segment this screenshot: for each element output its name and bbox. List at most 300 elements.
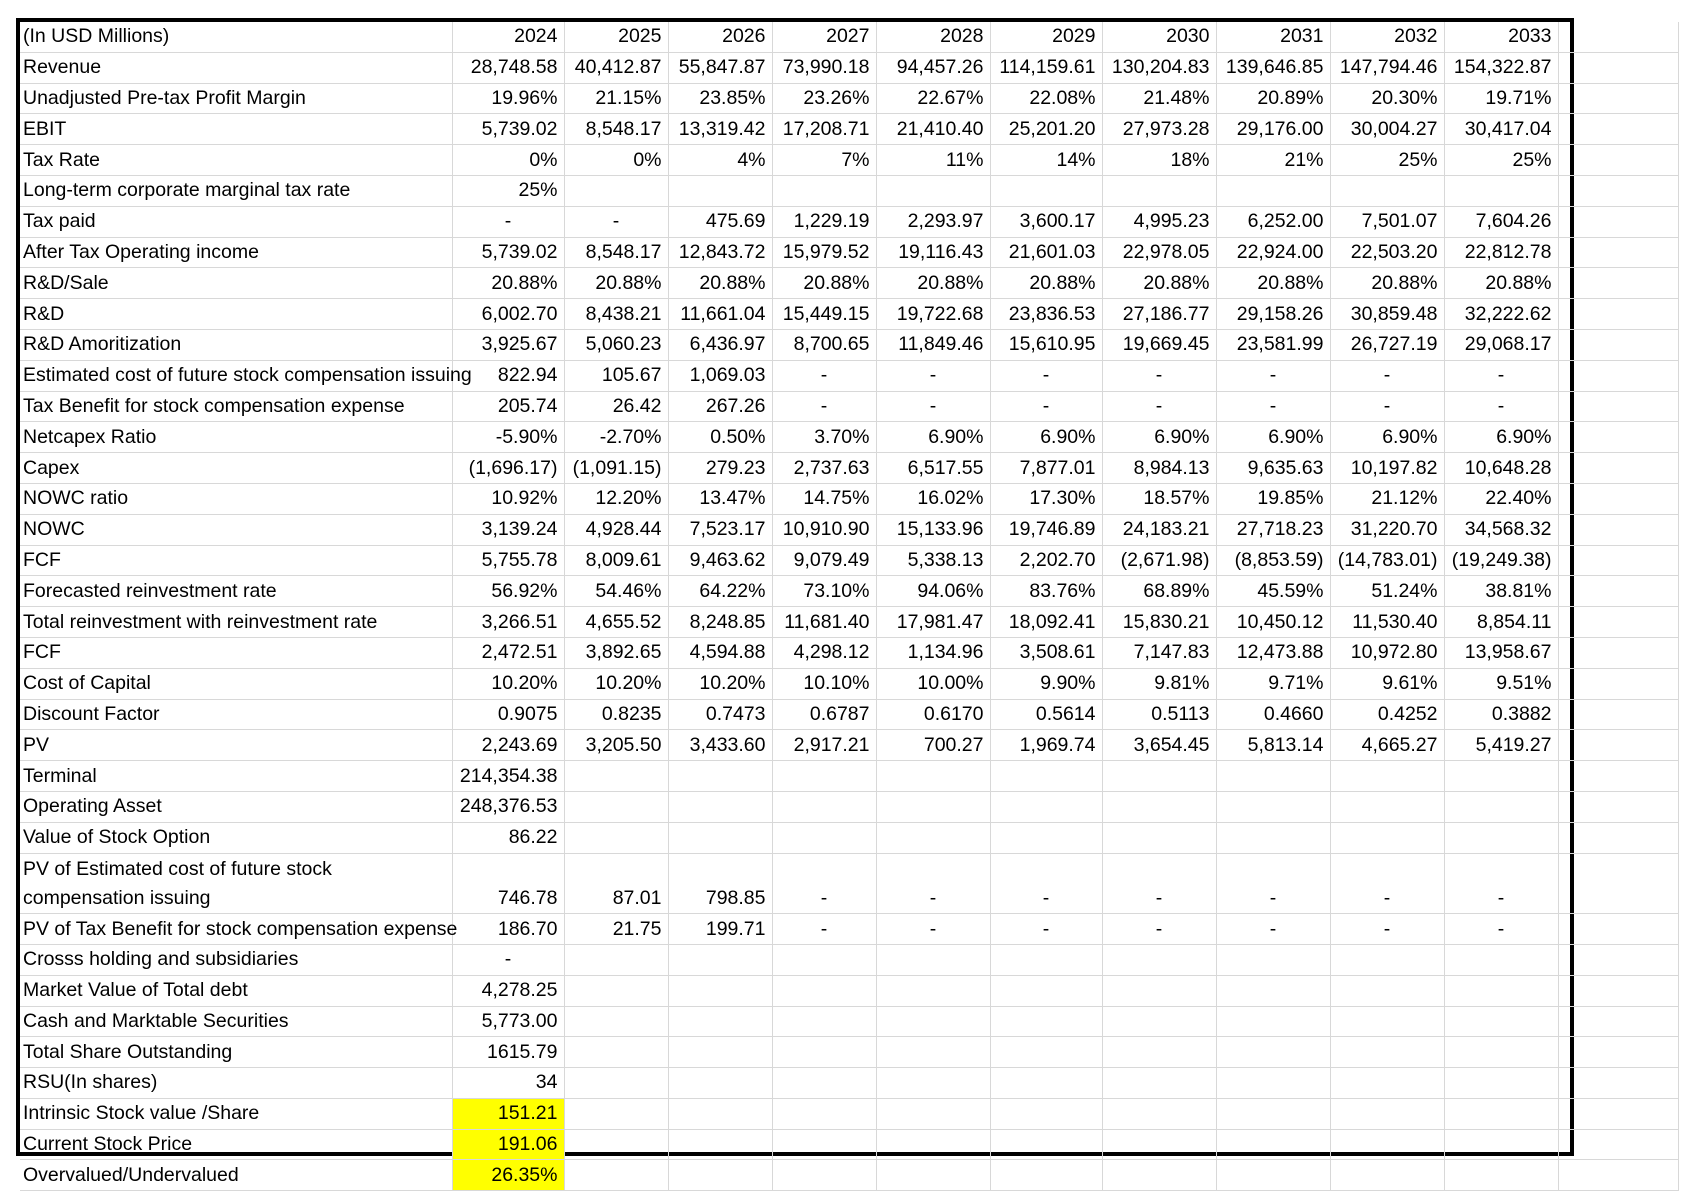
value-cell[interactable]: -	[1102, 391, 1216, 422]
value-cell[interactable]	[990, 1160, 1102, 1191]
value-cell[interactable]: -	[772, 360, 876, 391]
empty-cell[interactable]	[1558, 1129, 1678, 1160]
value-cell[interactable]	[1216, 175, 1330, 206]
value-cell[interactable]	[876, 1006, 990, 1037]
value-cell[interactable]: 798.85	[668, 853, 772, 914]
value-cell[interactable]: 822.94	[452, 360, 564, 391]
value-cell[interactable]: 1,134.96	[876, 637, 990, 668]
value-cell[interactable]: 27,973.28	[1102, 114, 1216, 145]
value-cell[interactable]	[876, 944, 990, 975]
value-cell[interactable]: 34,568.32	[1444, 514, 1558, 545]
value-cell[interactable]: 9.51%	[1444, 668, 1558, 699]
value-cell[interactable]: 10.20%	[668, 668, 772, 699]
value-cell[interactable]: 30,859.48	[1330, 299, 1444, 330]
row-label-cell[interactable]: NOWC	[20, 514, 452, 545]
value-cell[interactable]: 5,739.02	[452, 237, 564, 268]
year-header-cell[interactable]: 2027	[772, 22, 876, 52]
value-cell[interactable]	[1102, 1129, 1216, 1160]
empty-cell[interactable]	[1558, 1037, 1678, 1068]
row-label-cell[interactable]: Value of Stock Option	[20, 822, 452, 853]
empty-cell[interactable]	[1558, 975, 1678, 1006]
value-cell[interactable]	[1216, 1129, 1330, 1160]
value-cell[interactable]: -	[452, 944, 564, 975]
value-cell[interactable]: 205.74	[452, 391, 564, 422]
value-cell[interactable]: (2,671.98)	[1102, 545, 1216, 576]
value-cell[interactable]: 0.4660	[1216, 699, 1330, 730]
value-cell[interactable]: 19,116.43	[876, 237, 990, 268]
value-cell[interactable]: 20.88%	[1444, 268, 1558, 299]
value-cell[interactable]: 19,669.45	[1102, 329, 1216, 360]
value-cell[interactable]: 6,436.97	[668, 329, 772, 360]
value-cell[interactable]: 13,958.67	[1444, 637, 1558, 668]
value-cell[interactable]: 15,449.15	[772, 299, 876, 330]
empty-cell[interactable]	[1558, 944, 1678, 975]
row-label-cell[interactable]: PV of Tax Benefit for stock compensation expense	[20, 914, 452, 945]
row-label-cell[interactable]: Cash and Marktable Securities	[20, 1006, 452, 1037]
value-cell[interactable]: 9,635.63	[1216, 453, 1330, 484]
row-label-cell[interactable]: Capex	[20, 453, 452, 484]
value-cell[interactable]: 38.81%	[1444, 576, 1558, 607]
value-cell[interactable]: -	[990, 391, 1102, 422]
value-cell[interactable]: 86.22	[452, 822, 564, 853]
empty-cell[interactable]	[1558, 22, 1678, 52]
value-cell[interactable]: 25%	[1444, 145, 1558, 176]
empty-cell[interactable]	[1558, 699, 1678, 730]
row-label-cell[interactable]: Cost of Capital	[20, 668, 452, 699]
value-cell[interactable]: 8,700.65	[772, 329, 876, 360]
empty-cell[interactable]	[1558, 299, 1678, 330]
value-cell[interactable]	[564, 1160, 668, 1191]
value-cell[interactable]	[1444, 1006, 1558, 1037]
value-cell[interactable]	[1444, 791, 1558, 822]
value-cell[interactable]	[1102, 175, 1216, 206]
value-cell[interactable]: 0.6170	[876, 699, 990, 730]
row-label-cell[interactable]: Crosss holding and subsidiaries	[20, 944, 452, 975]
value-cell[interactable]: 25%	[452, 175, 564, 206]
value-cell[interactable]	[1216, 1160, 1330, 1191]
value-cell[interactable]	[876, 1037, 990, 1068]
value-cell[interactable]: 130,204.83	[1102, 52, 1216, 83]
row-label-cell[interactable]: Market Value of Total debt	[20, 975, 452, 1006]
value-cell[interactable]	[1216, 822, 1330, 853]
value-cell[interactable]: 22,978.05	[1102, 237, 1216, 268]
value-cell[interactable]	[876, 1068, 990, 1099]
value-cell[interactable]	[1102, 1068, 1216, 1099]
row-label-cell[interactable]: Unadjusted Pre-tax Profit Margin	[20, 83, 452, 114]
value-cell[interactable]: (19,249.38)	[1444, 545, 1558, 576]
value-cell[interactable]	[876, 761, 990, 792]
value-cell[interactable]	[1330, 944, 1444, 975]
value-cell[interactable]: 87.01	[564, 853, 668, 914]
value-cell[interactable]: -	[772, 391, 876, 422]
value-cell[interactable]	[668, 1160, 772, 1191]
value-cell[interactable]	[1444, 1129, 1558, 1160]
value-cell[interactable]: 19.71%	[1444, 83, 1558, 114]
value-cell[interactable]: 22.40%	[1444, 483, 1558, 514]
empty-cell[interactable]	[1558, 483, 1678, 514]
value-cell[interactable]: 29,158.26	[1216, 299, 1330, 330]
row-label-cell[interactable]: Terminal	[20, 761, 452, 792]
value-cell[interactable]: 7,147.83	[1102, 637, 1216, 668]
value-cell[interactable]	[876, 1129, 990, 1160]
empty-cell[interactable]	[1558, 668, 1678, 699]
value-cell[interactable]: 5,813.14	[1216, 730, 1330, 761]
row-label-cell[interactable]: Intrinsic Stock value /Share	[20, 1098, 452, 1129]
value-cell[interactable]: 8,548.17	[564, 237, 668, 268]
value-cell[interactable]: -	[1444, 914, 1558, 945]
value-cell[interactable]	[1216, 1037, 1330, 1068]
value-cell[interactable]: 23.85%	[668, 83, 772, 114]
row-label-cell[interactable]: Tax Benefit for stock compensation expense	[20, 391, 452, 422]
value-cell[interactable]: 191.06	[452, 1129, 564, 1160]
value-cell[interactable]: 0.3882	[1444, 699, 1558, 730]
value-cell[interactable]: 34	[452, 1068, 564, 1099]
year-header-cell[interactable]: 2024	[452, 22, 564, 52]
value-cell[interactable]	[772, 1098, 876, 1129]
value-cell[interactable]: -	[1330, 914, 1444, 945]
row-label-cell[interactable]: Estimated cost of future stock compensation issuing	[20, 360, 452, 391]
value-cell[interactable]: 11,661.04	[668, 299, 772, 330]
value-cell[interactable]: 4,298.12	[772, 637, 876, 668]
value-cell[interactable]: -	[990, 853, 1102, 914]
value-cell[interactable]: 23,581.99	[1216, 329, 1330, 360]
value-cell[interactable]: 5,338.13	[876, 545, 990, 576]
value-cell[interactable]: -	[1102, 914, 1216, 945]
value-cell[interactable]: 22,503.20	[1330, 237, 1444, 268]
value-cell[interactable]: 267.26	[668, 391, 772, 422]
value-cell[interactable]: 0%	[452, 145, 564, 176]
value-cell[interactable]	[1102, 761, 1216, 792]
value-cell[interactable]: -	[990, 360, 1102, 391]
value-cell[interactable]: 40,412.87	[564, 52, 668, 83]
value-cell[interactable]: 6.90%	[1216, 422, 1330, 453]
value-cell[interactable]: 14%	[990, 145, 1102, 176]
value-cell[interactable]: -	[876, 853, 990, 914]
value-cell[interactable]: 0.4252	[1330, 699, 1444, 730]
value-cell[interactable]: 27,186.77	[1102, 299, 1216, 330]
value-cell[interactable]: 54.46%	[564, 576, 668, 607]
value-cell[interactable]	[564, 761, 668, 792]
value-cell[interactable]: 20.88%	[1102, 268, 1216, 299]
value-cell[interactable]	[876, 822, 990, 853]
value-cell[interactable]: 4,928.44	[564, 514, 668, 545]
empty-cell[interactable]	[1558, 206, 1678, 237]
value-cell[interactable]: 73.10%	[772, 576, 876, 607]
value-cell[interactable]: 248,376.53	[452, 791, 564, 822]
value-cell[interactable]: 6.90%	[876, 422, 990, 453]
empty-cell[interactable]	[1558, 329, 1678, 360]
empty-cell[interactable]	[1558, 422, 1678, 453]
units-label-cell[interactable]: (In USD Millions)	[20, 22, 452, 52]
value-cell[interactable]: 9.61%	[1330, 668, 1444, 699]
value-cell[interactable]: 17,981.47	[876, 607, 990, 638]
value-cell[interactable]: 4,594.88	[668, 637, 772, 668]
row-label-cell[interactable]: Tax paid	[20, 206, 452, 237]
value-cell[interactable]: 0.6787	[772, 699, 876, 730]
value-cell[interactable]	[1102, 1037, 1216, 1068]
value-cell[interactable]: 10.00%	[876, 668, 990, 699]
value-cell[interactable]	[564, 944, 668, 975]
value-cell[interactable]: 11,849.46	[876, 329, 990, 360]
value-cell[interactable]	[772, 761, 876, 792]
value-cell[interactable]: 10,450.12	[1216, 607, 1330, 638]
value-cell[interactable]	[1444, 1160, 1558, 1191]
value-cell[interactable]: -	[1444, 853, 1558, 914]
value-cell[interactable]	[772, 1006, 876, 1037]
value-cell[interactable]: 0.8235	[564, 699, 668, 730]
value-cell[interactable]: 56.92%	[452, 576, 564, 607]
value-cell[interactable]	[668, 791, 772, 822]
value-cell[interactable]: 10,648.28	[1444, 453, 1558, 484]
value-cell[interactable]: -	[876, 360, 990, 391]
year-header-cell[interactable]: 2026	[668, 22, 772, 52]
year-header-cell[interactable]: 2029	[990, 22, 1102, 52]
value-cell[interactable]: 9.81%	[1102, 668, 1216, 699]
value-cell[interactable]: 700.27	[876, 730, 990, 761]
value-cell[interactable]: 25,201.20	[990, 114, 1102, 145]
value-cell[interactable]: 19,746.89	[990, 514, 1102, 545]
value-cell[interactable]: 23,836.53	[990, 299, 1102, 330]
row-label-cell[interactable]: Operating Asset	[20, 791, 452, 822]
value-cell[interactable]	[876, 1098, 990, 1129]
value-cell[interactable]	[1216, 761, 1330, 792]
value-cell[interactable]: 51.24%	[1330, 576, 1444, 607]
year-header-cell[interactable]: 2033	[1444, 22, 1558, 52]
value-cell[interactable]	[1330, 1160, 1444, 1191]
value-cell[interactable]	[1444, 1098, 1558, 1129]
empty-cell[interactable]	[1558, 83, 1678, 114]
value-cell[interactable]: 83.76%	[990, 576, 1102, 607]
value-cell[interactable]: -	[1216, 391, 1330, 422]
value-cell[interactable]: 9,079.49	[772, 545, 876, 576]
value-cell[interactable]: 8,984.13	[1102, 453, 1216, 484]
value-cell[interactable]: 21.12%	[1330, 483, 1444, 514]
empty-cell[interactable]	[1558, 791, 1678, 822]
empty-cell[interactable]	[1558, 360, 1678, 391]
value-cell[interactable]: 10,972.80	[1330, 637, 1444, 668]
value-cell[interactable]: 20.88%	[1216, 268, 1330, 299]
value-cell[interactable]: 8,438.21	[564, 299, 668, 330]
value-cell[interactable]: 2,917.21	[772, 730, 876, 761]
empty-cell[interactable]	[1558, 914, 1678, 945]
value-cell[interactable]	[990, 1037, 1102, 1068]
value-cell[interactable]	[564, 791, 668, 822]
value-cell[interactable]: 10.20%	[452, 668, 564, 699]
value-cell[interactable]: 0.5614	[990, 699, 1102, 730]
value-cell[interactable]	[990, 822, 1102, 853]
value-cell[interactable]	[1444, 761, 1558, 792]
value-cell[interactable]	[564, 175, 668, 206]
value-cell[interactable]: 5,755.78	[452, 545, 564, 576]
value-cell[interactable]	[1444, 1037, 1558, 1068]
value-cell[interactable]: 29,176.00	[1216, 114, 1330, 145]
value-cell[interactable]	[1216, 975, 1330, 1006]
value-cell[interactable]: 4,278.25	[452, 975, 564, 1006]
empty-cell[interactable]	[1558, 1160, 1678, 1191]
year-header-cell[interactable]: 2030	[1102, 22, 1216, 52]
value-cell[interactable]: 4,995.23	[1102, 206, 1216, 237]
value-cell[interactable]: -	[1216, 914, 1330, 945]
value-cell[interactable]	[1216, 1068, 1330, 1099]
value-cell[interactable]: (1,091.15)	[564, 453, 668, 484]
value-cell[interactable]	[1444, 175, 1558, 206]
value-cell[interactable]	[668, 1068, 772, 1099]
value-cell[interactable]	[1444, 975, 1558, 1006]
value-cell[interactable]: 23.26%	[772, 83, 876, 114]
value-cell[interactable]: -	[876, 391, 990, 422]
value-cell[interactable]	[1216, 1098, 1330, 1129]
value-cell[interactable]: 6,002.70	[452, 299, 564, 330]
value-cell[interactable]: 94,457.26	[876, 52, 990, 83]
empty-cell[interactable]	[1558, 114, 1678, 145]
empty-cell[interactable]	[1558, 268, 1678, 299]
value-cell[interactable]	[990, 1006, 1102, 1037]
year-header-cell[interactable]: 2031	[1216, 22, 1330, 52]
value-cell[interactable]: 214,354.38	[452, 761, 564, 792]
value-cell[interactable]	[990, 944, 1102, 975]
value-cell[interactable]: 9.71%	[1216, 668, 1330, 699]
value-cell[interactable]: 17,208.71	[772, 114, 876, 145]
value-cell[interactable]: 3,266.51	[452, 607, 564, 638]
value-cell[interactable]: 1,069.03	[668, 360, 772, 391]
row-label-cell[interactable]: Long-term corporate marginal tax rate	[20, 175, 452, 206]
value-cell[interactable]: 5,419.27	[1444, 730, 1558, 761]
value-cell[interactable]: -	[876, 914, 990, 945]
value-cell[interactable]	[564, 822, 668, 853]
value-cell[interactable]: 20.88%	[564, 268, 668, 299]
value-cell[interactable]: 5,773.00	[452, 1006, 564, 1037]
value-cell[interactable]: 2,243.69	[452, 730, 564, 761]
empty-cell[interactable]	[1558, 453, 1678, 484]
value-cell[interactable]: 2,472.51	[452, 637, 564, 668]
value-cell[interactable]: 22.08%	[990, 83, 1102, 114]
value-cell[interactable]: 6,252.00	[1216, 206, 1330, 237]
value-cell[interactable]: 94.06%	[876, 576, 990, 607]
value-cell[interactable]	[1102, 975, 1216, 1006]
value-cell[interactable]	[1330, 1006, 1444, 1037]
empty-cell[interactable]	[1558, 730, 1678, 761]
value-cell[interactable]: 25%	[1330, 145, 1444, 176]
value-cell[interactable]: 2,293.97	[876, 206, 990, 237]
value-cell[interactable]: 22,812.78	[1444, 237, 1558, 268]
empty-cell[interactable]	[1558, 391, 1678, 422]
value-cell[interactable]	[564, 1037, 668, 1068]
value-cell[interactable]: 3.70%	[772, 422, 876, 453]
value-cell[interactable]: 8,854.11	[1444, 607, 1558, 638]
value-cell[interactable]: 12,843.72	[668, 237, 772, 268]
value-cell[interactable]: 746.78	[452, 853, 564, 914]
value-cell[interactable]: (1,696.17)	[452, 453, 564, 484]
value-cell[interactable]: 12,473.88	[1216, 637, 1330, 668]
value-cell[interactable]	[772, 1037, 876, 1068]
value-cell[interactable]	[1330, 791, 1444, 822]
empty-cell[interactable]	[1558, 145, 1678, 176]
value-cell[interactable]: 5,060.23	[564, 329, 668, 360]
empty-cell[interactable]	[1558, 52, 1678, 83]
value-cell[interactable]: 19.85%	[1216, 483, 1330, 514]
value-cell[interactable]: -	[772, 853, 876, 914]
value-cell[interactable]: 154,322.87	[1444, 52, 1558, 83]
value-cell[interactable]: 26.35%	[452, 1160, 564, 1191]
value-cell[interactable]: (8,853.59)	[1216, 545, 1330, 576]
value-cell[interactable]	[1102, 1006, 1216, 1037]
value-cell[interactable]: 15,830.21	[1102, 607, 1216, 638]
value-cell[interactable]	[876, 175, 990, 206]
value-cell[interactable]: 30,004.27	[1330, 114, 1444, 145]
value-cell[interactable]: 22,924.00	[1216, 237, 1330, 268]
empty-cell[interactable]	[1558, 1098, 1678, 1129]
value-cell[interactable]: 2,202.70	[990, 545, 1102, 576]
value-cell[interactable]: 21.48%	[1102, 83, 1216, 114]
value-cell[interactable]: 20.88%	[452, 268, 564, 299]
value-cell[interactable]	[1216, 1006, 1330, 1037]
value-cell[interactable]: -5.90%	[452, 422, 564, 453]
value-cell[interactable]: 32,222.62	[1444, 299, 1558, 330]
value-cell[interactable]: 1,229.19	[772, 206, 876, 237]
value-cell[interactable]: 3,139.24	[452, 514, 564, 545]
value-cell[interactable]: 475.69	[668, 206, 772, 237]
empty-cell[interactable]	[1558, 576, 1678, 607]
value-cell[interactable]: 18%	[1102, 145, 1216, 176]
value-cell[interactable]: 13.47%	[668, 483, 772, 514]
row-label-cell[interactable]: FCF	[20, 637, 452, 668]
value-cell[interactable]	[876, 791, 990, 822]
value-cell[interactable]	[668, 1037, 772, 1068]
value-cell[interactable]: 20.88%	[1330, 268, 1444, 299]
empty-cell[interactable]	[1558, 1006, 1678, 1037]
value-cell[interactable]: 8,009.61	[564, 545, 668, 576]
value-cell[interactable]: 20.30%	[1330, 83, 1444, 114]
value-cell[interactable]: 12.20%	[564, 483, 668, 514]
value-cell[interactable]	[1102, 822, 1216, 853]
value-cell[interactable]: 19.96%	[452, 83, 564, 114]
value-cell[interactable]: 20.88%	[876, 268, 990, 299]
value-cell[interactable]	[1216, 944, 1330, 975]
row-label-cell[interactable]: Discount Factor	[20, 699, 452, 730]
row-label-cell[interactable]: FCF	[20, 545, 452, 576]
value-cell[interactable]: 26.42	[564, 391, 668, 422]
value-cell[interactable]: 18,092.41	[990, 607, 1102, 638]
row-label-cell[interactable]: NOWC ratio	[20, 483, 452, 514]
value-cell[interactable]: -	[1330, 391, 1444, 422]
value-cell[interactable]: 279.23	[668, 453, 772, 484]
value-cell[interactable]	[990, 1129, 1102, 1160]
value-cell[interactable]: 10.20%	[564, 668, 668, 699]
value-cell[interactable]: 55,847.87	[668, 52, 772, 83]
value-cell[interactable]: 3,508.61	[990, 637, 1102, 668]
year-header-cell[interactable]: 2032	[1330, 22, 1444, 52]
value-cell[interactable]	[1330, 1098, 1444, 1129]
value-cell[interactable]: 7,877.01	[990, 453, 1102, 484]
value-cell[interactable]: 3,433.60	[668, 730, 772, 761]
value-cell[interactable]: -	[564, 206, 668, 237]
value-cell[interactable]	[668, 175, 772, 206]
value-cell[interactable]	[1330, 1129, 1444, 1160]
row-label-cell[interactable]: R&D Amoritization	[20, 329, 452, 360]
value-cell[interactable]	[564, 1129, 668, 1160]
empty-cell[interactable]	[1558, 607, 1678, 638]
value-cell[interactable]: 11%	[876, 145, 990, 176]
empty-cell[interactable]	[1558, 1068, 1678, 1099]
value-cell[interactable]: 6,517.55	[876, 453, 990, 484]
value-cell[interactable]: 5,739.02	[452, 114, 564, 145]
value-cell[interactable]: 22.67%	[876, 83, 990, 114]
value-cell[interactable]: 68.89%	[1102, 576, 1216, 607]
value-cell[interactable]: 114,159.61	[990, 52, 1102, 83]
empty-cell[interactable]	[1558, 853, 1678, 914]
value-cell[interactable]: 7,523.17	[668, 514, 772, 545]
value-cell[interactable]: 10.10%	[772, 668, 876, 699]
